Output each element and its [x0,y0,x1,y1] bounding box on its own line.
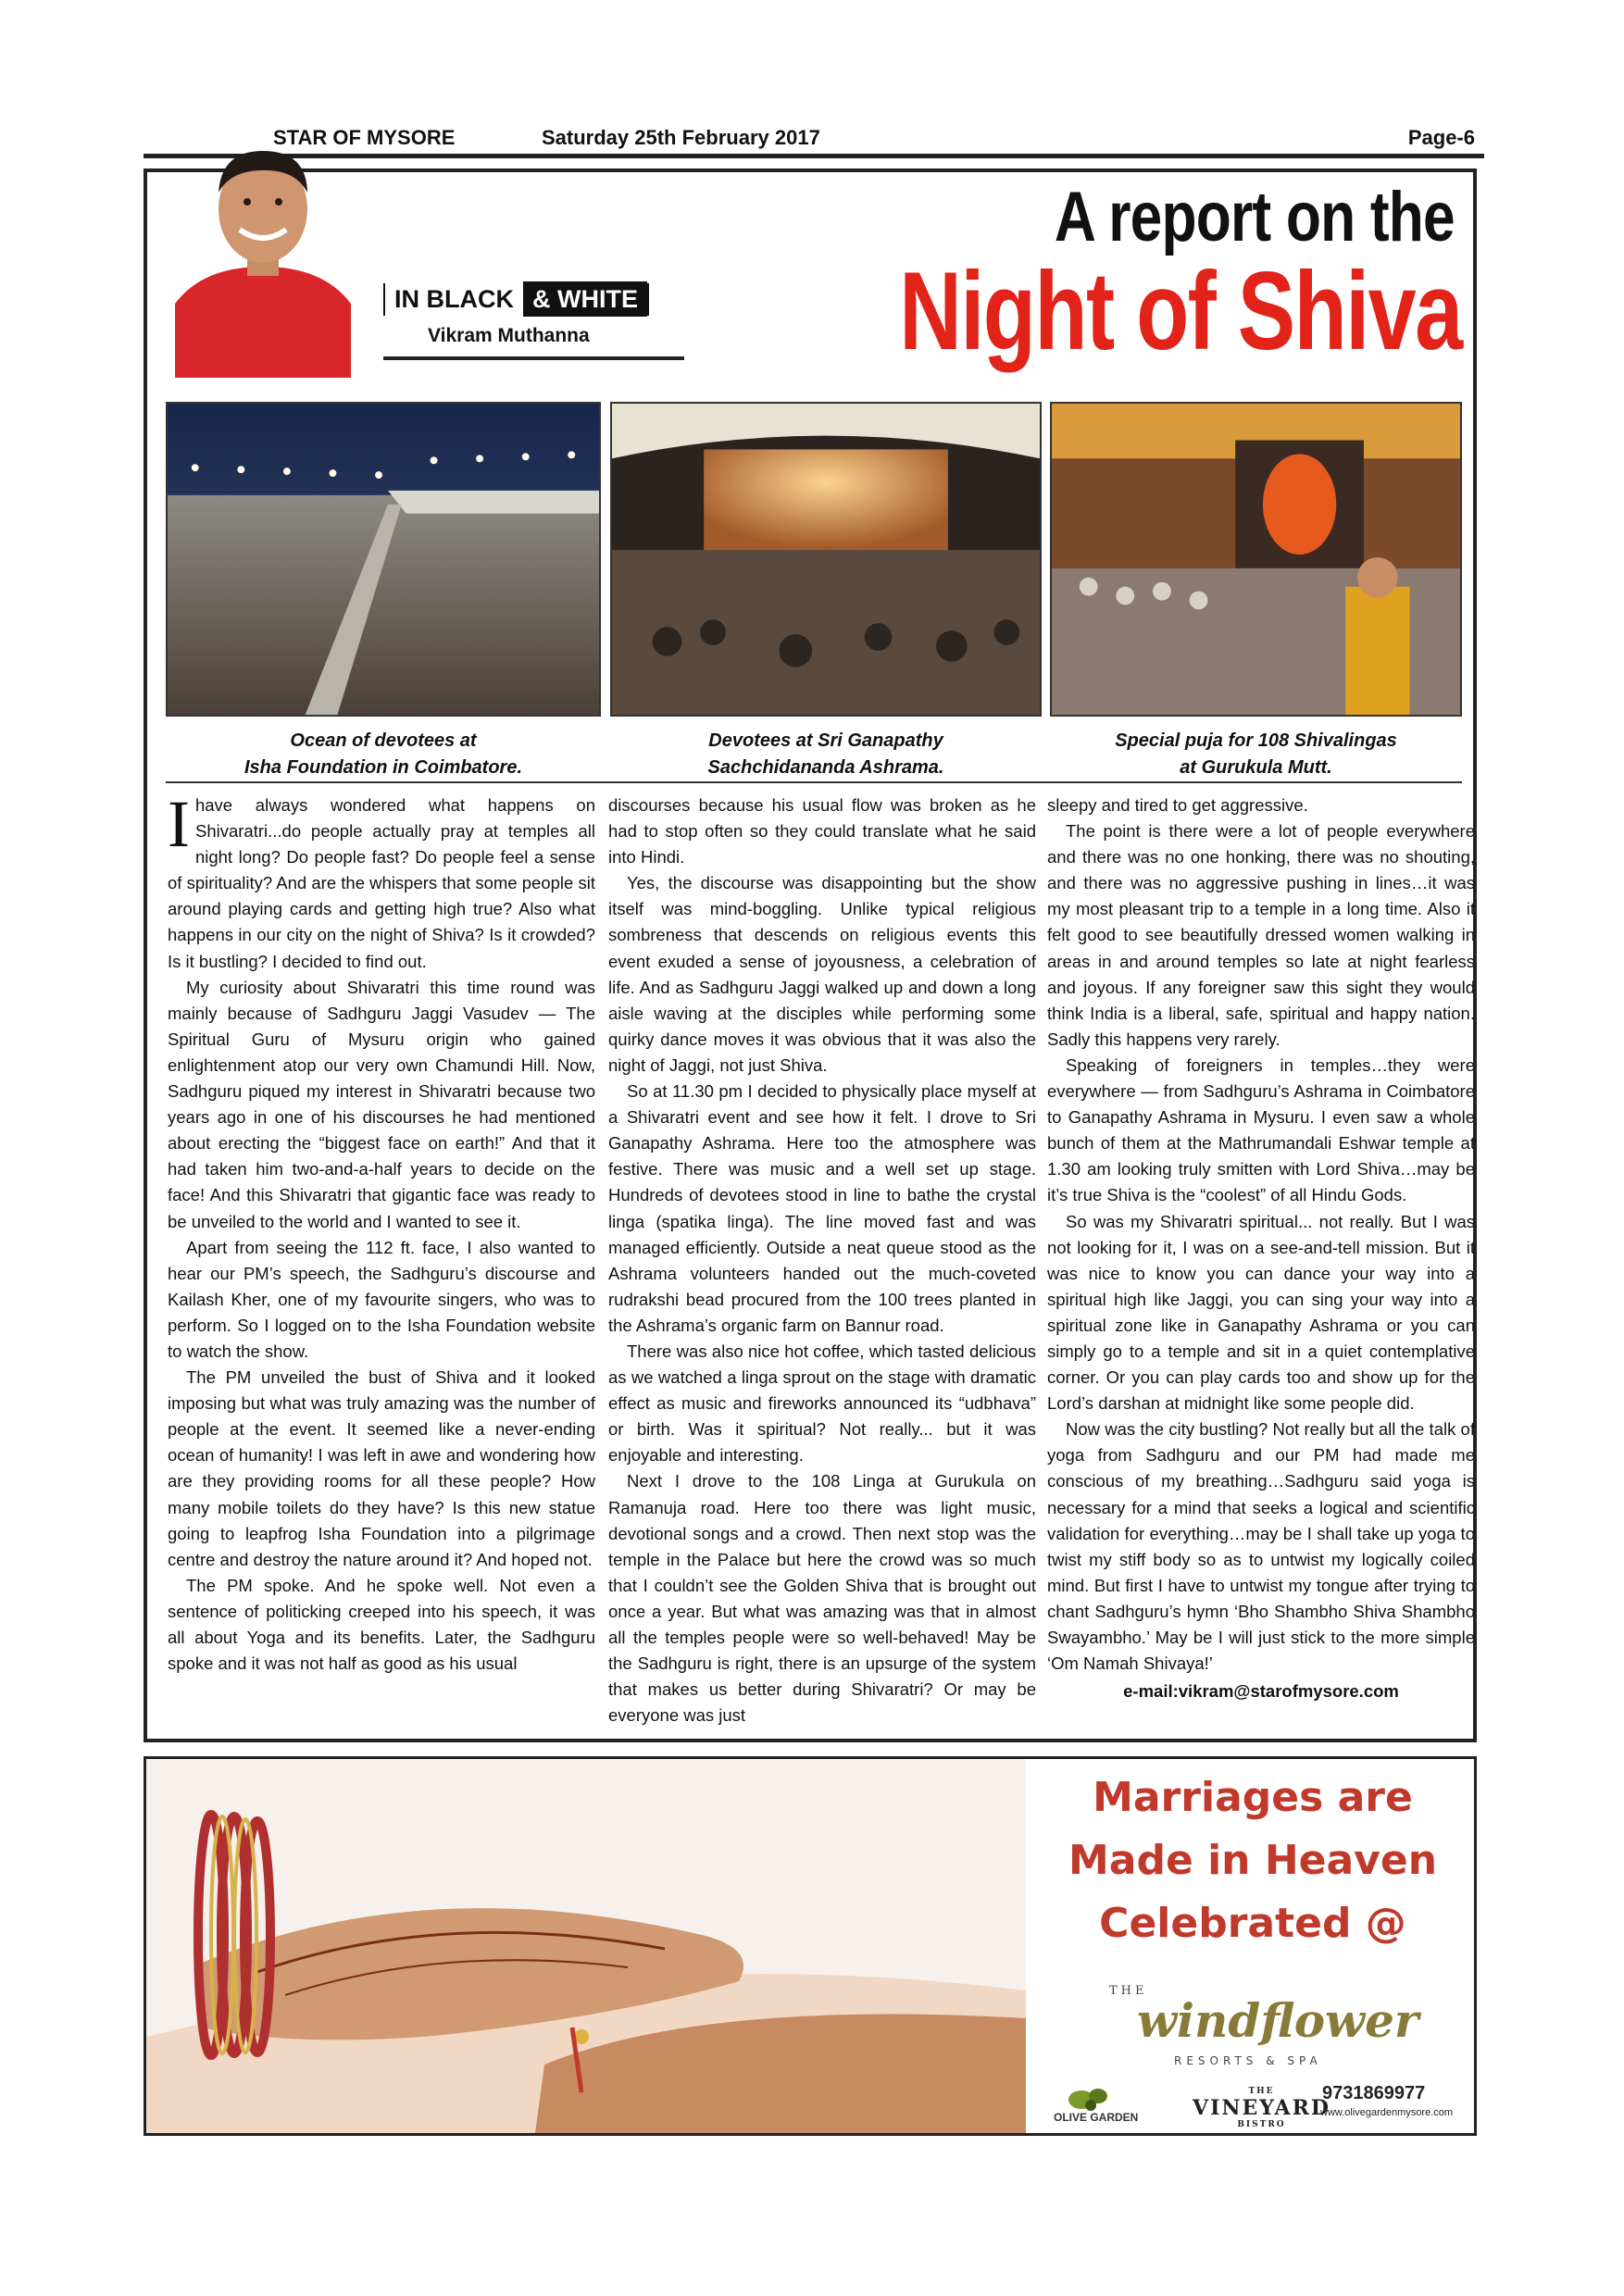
windflower-logo [1081,1974,1433,2076]
wedding-hands-image [146,1759,1026,2133]
article-column-1 [168,787,595,1677]
photo-isha-crowd [166,402,601,717]
vineyard-name: VINEYARD [1193,2096,1330,2120]
photo-caption [1050,728,1462,781]
caption-line: Ocean of devotees at [290,730,477,751]
headline-kicker: A report on the [1054,178,1455,256]
ad-website: www.olivegardenmysore.com [1320,2107,1454,2118]
column-pill [383,283,649,316]
article-paragraph: There was also nice hot coffee, which tasted delicious as we watched a linga sprout on the stage with dramatic effect as music and fireworks announced its “udbhava” or birth. Was it spiritual? Not really... but it was enjoyable and interesting. [608,1341,1036,1466]
ad-headline-line: Celebrated @ [1099,1900,1406,1947]
publication-name: STAR OF MYSORE [273,126,456,149]
logo-name: windflower [1137,1993,1419,2048]
column-name-in-black: IN BLACK [385,281,523,317]
photo-caption [166,728,601,781]
article-paragraph: The PM spoke. And he spoke well. Not even a sentence of politicking creeped into his speech, it was all about Yoga and its benefits. Later, the Sadhguru spoke and it was not half as good as his usual [168,1575,595,1674]
paragraph-text: have always wondered what happens on Shivaratri...do people actually pray at temples all night long? Do people fast? Do people feel a sense of spirituality? And are the whispers that some people sit around playing cards and getting high true? Also what happens in our city on the night of Shiva? Is it crowded? Is it bustling? I decided to find out. [168,795,595,971]
ad-footer [1035,2078,1470,2129]
author-photo [166,128,360,378]
article-paragraph [168,787,595,975]
article-paragraph: So was my Shivaratri spiritual... not really. But I was not looking for it, I was on a see-and-tell mission. But it was nice to know you can dance your way into a spiritual high like Jaggi, you can sing your way into a spiritual zone like in Ganapathy Ashrama or you can simply go to a temple and sit in a quiet contemplative corner. Or you can play cards too and show up for the Lord’s darshan at midnight like some people did. [1047,1211,1475,1414]
article-column-3 [1047,792,1475,1704]
column-tag [383,283,684,360]
caption-line: at Gurukula Mutt. [1180,757,1332,778]
ad-headline [1035,1766,1470,1955]
article-paragraph: Next I drove to the 108 Linga at Gurukula on Ramanuja road. Here too there was light music, devotional songs and a crowd. Then next stop was the temple in the Palace but here the crowd was so much that I couldn’t see the Golden Shiva that is brought out once a year. But what was amazing was that in almost all the temples people were so well-behaved! May be the Sadhguru is right, there is an upsurge of the system that makes us better during Shivaratri? Or may be everyone was just [608,1471,1036,1726]
article-paragraph: So at 11.30 pm I decided to physically place myself at a Shivaratri event and see how it felt. I drove to Sri Ganapathy Ashrama. Here too the atmosphere was festive. There was music and a well set up stage. Hundreds of devotees stood in line to bathe the crystal linga (spatika linga). The line moved fast and was managed efficiently. Outside a neat queue stood as the Ashrama volunteers handed out the much-coveted rudrakshi bead procured from the 100 trees planted in the Ashrama’s organic farm on Bannur road. [608,1081,1036,1335]
author-byline: Vikram Muthanna [428,325,590,346]
byline-rule [383,356,684,360]
caption-rule [166,781,1462,783]
drop-cap: I [168,787,190,861]
article-paragraph: discourses because his usual flow was broken as he had to stop often so they could translate what he said into Hindi. [608,795,1036,867]
column-name-and-white: & WHITE [523,281,647,317]
caption-line: Special puja for 108 Shivalingas [1115,730,1397,751]
article-paragraph: The point is there were a lot of people everywhere and there was no one honking, there was no shouting, and there was no aggressive pushing in lines…it was my most pleasant trip to a temple in a long time. Also it felt good to see beautifully dressed women walking in areas in and around temples so late at night fearless and joyous. If any foreigner saw this sight they would think India is a liberal, safe, spiritual and happy nation. Sadly this happens very rarely. [1047,821,1475,1049]
article-paragraph: Yes, the discourse was disappointing but the show itself was mind-boggling. Unlike typical religious sombreness that descends on religious events this event exuded a sense of joyousness, a celebration of life. And as Sadhguru Jaggi walked up and down a long aisle waving at the disciples while performing some quirky dance moves it was obvious that it was also the night of Jaggi, not just Shiva. [608,873,1036,1075]
olive-garden-label: OLIVE GARDEN [1054,2111,1139,2124]
vineyard-sub: BISTRO [1237,2120,1286,2129]
article-paragraph: The PM unveiled the bust of Shiva and it looked imposing but what was truly amazing was the number of people at the event. It seemed like a never-ending ocean of humanity! I was left in awe and wondering how are they providing rooms for all these people? How many mobile toilets do they have? Is this new statue going to leapfrog Isha Foundation into a pilgrimage centre and destroy the nature around it? And hoped not. [168,1367,595,1569]
logo-the: THE [1109,1984,1148,1998]
article-paragraph: sleepy and tired to get aggressive. [1047,795,1308,815]
headline-main: Night of Shiva [899,249,1462,373]
article-paragraph: Speaking of foreigners in temples…they were everywhere — from Sadhguru’s Ashrama in Coimbatore to Ganapathy Ashrama in Mysuru. I even saw a whole bunch of them at the Mathrumandali Eshwar temple at 1.30 am looking truly smitten with Lord Shiva…may be it’s true Shiva is the “coolest” of all Hindu Gods. [1047,1054,1475,1205]
caption-line: Isha Foundation in Coimbatore. [244,757,522,778]
article-frame [144,168,1477,1742]
article-paragraph: My curiosity about Shivaratri this time round was mainly because of Sadhguru Jaggi Vasudev — The Spiritual Guru of Mysuru origin who gained enlightenment atop our very own Chamundi Hill. Now, Sadhguru piqued my interest in Shivaratri because two years ago in one of his discourses he had mentioned about erecting the “biggest face on earth!” And that it had taken him two-and-a-half years to decide on the face! And this Shivaratri that gigantic face was ready to be unveiled to the world and I wanted to see it. [168,977,595,1231]
vineyard-logo [1193,2087,1330,2129]
ad-headline-line: Made in Heaven [1068,1837,1438,1884]
article-column-2 [608,792,1036,1728]
issue-date: Saturday 25th February 2017 [542,126,820,149]
photo-gurukula-puja [1050,402,1462,717]
caption-line: Sachchidananda Ashrama. [707,757,944,778]
page-number: Page-6 [1407,126,1475,149]
ad-headline-line: Marriages are [1093,1774,1413,1821]
article-paragraph: Apart from seeing the 112 ft. face, I also wanted to hear our PM’s speech, the Sadhguru’s discourse and Kailash Kher, one of my favourite singers, who was to perform. So I logged on to the Isha Foundation website to watch the show. [168,1237,595,1361]
ad-phone: 9731869977 [1322,2083,1426,2103]
logo-sub: RESORTS & SPA [1174,2054,1322,2067]
caption-line: Devotees at Sri Ganapathy [708,730,943,751]
author-email: e-mail:vikram@starofmysore.com [1123,1681,1399,1702]
photo-ganapathy-ashrama [610,402,1042,717]
windflower-advertisement [144,1756,1477,2136]
article-paragraph: Now was the city bustling? Not really but all the talk of yoga from Sadhguru and our PM had made me conscious of my breathing…Sadhguru said yoga is necessary for a mind that seeks a logical and scientific validation for everything…may be I shall take up yoga to twist my stiff body so as to untwist my logically coiled mind. But first I have to untwist my tongue after trying to chant Sadhguru’s hymn ‘Bho Shambho Shiva Shambho Swayambho.’ May be I will just stick to the more simple ‘Om Namah Shivaya!’ [1047,1419,1475,1674]
vineyard-the: THE [1248,2087,1275,2096]
photo-caption [610,728,1042,781]
